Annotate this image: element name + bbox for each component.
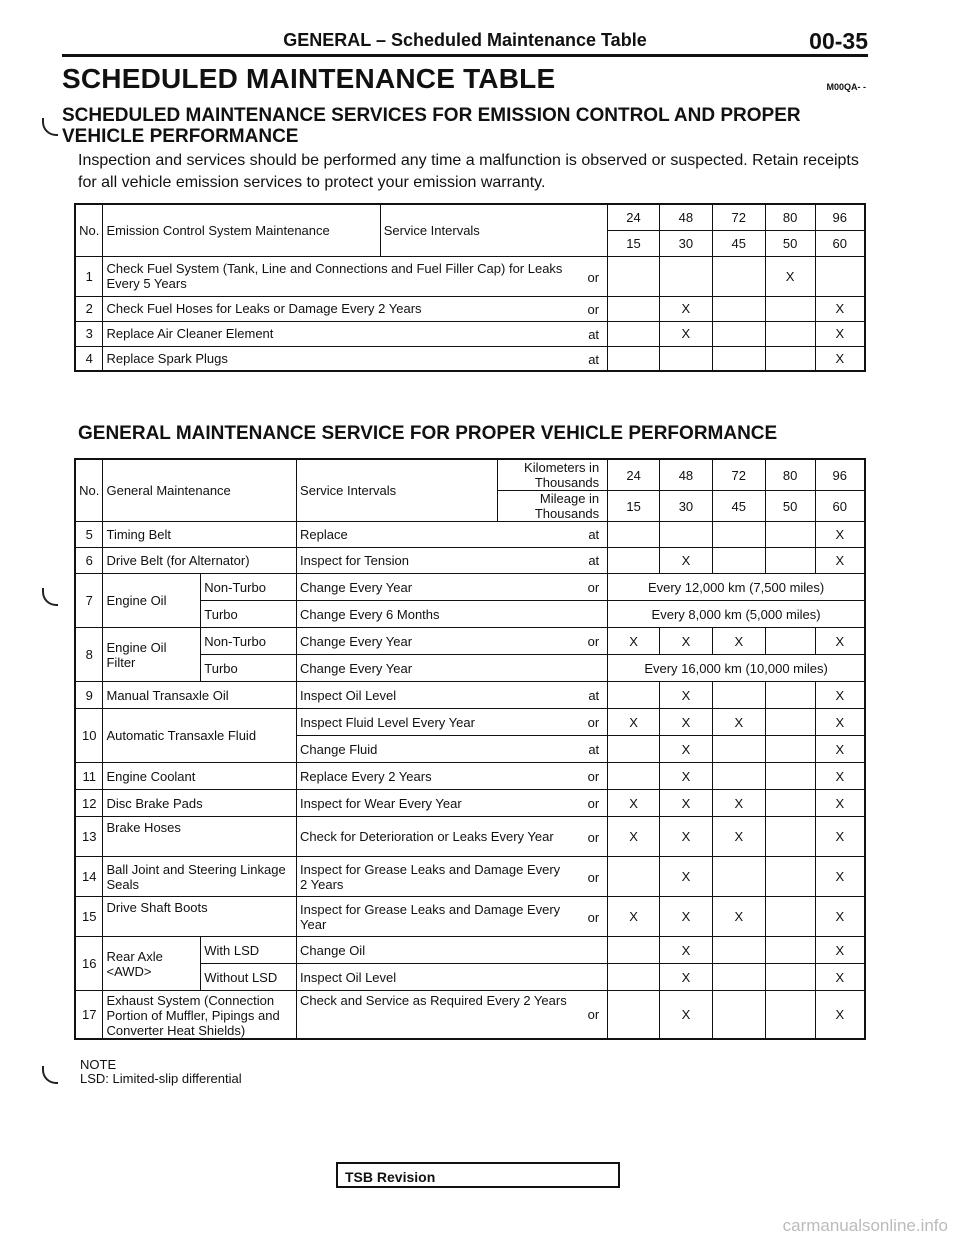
mi-60: 60 <box>815 230 865 256</box>
header-title: GENERAL – Scheduled Maintenance Table <box>283 30 647 50</box>
table-row <box>75 937 865 964</box>
cell <box>608 763 660 790</box>
cell <box>608 256 660 296</box>
cell <box>608 346 660 371</box>
mi-15: 15 <box>608 491 660 522</box>
row-service: Change Every 6 Months <box>297 601 608 628</box>
km-24: 24 <box>608 459 660 491</box>
mi-50: 50 <box>765 491 815 522</box>
cell <box>712 522 765 548</box>
cell: X <box>712 790 765 817</box>
row-service: Inspect for Grease Leaks and Damage Every Year <box>300 901 561 932</box>
row-interval-span: Every 16,000 km (10,000 miles) <box>608 655 865 682</box>
cell: X <box>608 817 660 857</box>
table-row <box>75 296 865 321</box>
row-no: 16 <box>75 937 103 991</box>
hdr-km: Kilometers in Thousands <box>498 459 608 491</box>
km-96: 96 <box>815 459 865 491</box>
cell: X <box>815 991 865 1040</box>
table-row <box>75 682 865 709</box>
cell: X <box>712 817 765 857</box>
row-sub: Turbo <box>201 601 297 628</box>
cell <box>712 256 765 296</box>
row-service: Inspect Fluid Level Every Year <box>297 709 498 736</box>
page-number: 00-35 <box>809 28 868 54</box>
row-item: Ball Joint and Steering Linkage Seals <box>103 857 297 897</box>
cell: X <box>712 897 765 937</box>
row-service: Replace Every 2 Years <box>297 763 498 790</box>
table-row <box>75 897 865 937</box>
row-service: Inspect Oil Level <box>297 964 608 991</box>
cell <box>608 991 660 1040</box>
row-interval-span: Every 12,000 km (7,500 miles) <box>608 574 865 601</box>
cell: X <box>659 321 712 346</box>
binding-mark <box>42 588 58 606</box>
cell: X <box>660 897 713 937</box>
cell: X <box>608 628 660 655</box>
cell <box>608 964 660 991</box>
row-no: 13 <box>75 817 103 857</box>
row-no: 5 <box>75 522 103 548</box>
cell <box>712 763 765 790</box>
row-service: Change Every Year <box>297 574 498 601</box>
cell <box>815 256 865 296</box>
mi-30: 30 <box>659 230 712 256</box>
cell: X <box>815 897 865 937</box>
row-op: at <box>498 736 608 763</box>
cell: X <box>608 897 660 937</box>
hdr-mileage: Mileage in Thousands <box>498 491 608 522</box>
cell <box>659 256 712 296</box>
row-no: 3 <box>75 321 103 346</box>
row-no: 1 <box>75 256 103 296</box>
table-row <box>75 574 865 601</box>
row-op: at <box>588 326 600 342</box>
row-op: or <box>498 763 608 790</box>
mi-45: 45 <box>712 491 765 522</box>
cell: X <box>660 964 713 991</box>
cell <box>765 682 815 709</box>
cell <box>712 296 765 321</box>
cell: X <box>608 790 660 817</box>
row-op: or <box>587 269 600 285</box>
row-no: 4 <box>75 346 103 371</box>
cell <box>712 991 765 1040</box>
col-item: Emission Control System Maintenance <box>103 204 380 256</box>
row-service: Check for Deterioration or Leaks Every Year <box>300 829 554 844</box>
row-item: Engine Coolant <box>103 763 297 790</box>
section2-heading: GENERAL MAINTENANCE SERVICE FOR PROPER VEHICLE PERFORMANCE <box>78 423 778 444</box>
cell <box>765 296 815 321</box>
note <box>80 1058 242 1086</box>
cell: X <box>815 817 865 857</box>
km-80: 80 <box>765 459 815 491</box>
cell <box>765 857 815 897</box>
cell: X <box>660 548 713 574</box>
cell: X <box>815 964 865 991</box>
km-96: 96 <box>815 204 865 230</box>
row-item: Timing Belt <box>103 522 297 548</box>
cell <box>765 548 815 574</box>
row-no: 10 <box>75 709 103 763</box>
km-24: 24 <box>608 204 660 230</box>
cell: X <box>815 628 865 655</box>
cell <box>608 321 660 346</box>
row-op: at <box>498 548 608 574</box>
general-maintenance-table <box>74 458 866 1040</box>
cell: X <box>815 857 865 897</box>
cell <box>608 736 660 763</box>
km-80: 80 <box>765 204 815 230</box>
row-service: Check and Service as Required Every 2 Years <box>300 993 567 1008</box>
section1-heading-line2: VEHICLE PERFORMANCE <box>62 126 299 147</box>
mi-45: 45 <box>712 230 765 256</box>
row-no: 7 <box>75 574 103 628</box>
row-service: Inspect Oil Level <box>297 682 498 709</box>
cell <box>712 548 765 574</box>
page-header <box>62 30 868 54</box>
cell <box>712 682 765 709</box>
row-item-text: Replace Spark Plugs <box>106 350 228 366</box>
section1-heading-line1: SCHEDULED MAINTENANCE SERVICES FOR EMISSION CONTROL AND PROPER <box>62 105 801 126</box>
col-no: No. <box>75 459 103 522</box>
row-no: 11 <box>75 763 103 790</box>
row-no: 8 <box>75 628 103 682</box>
cell <box>765 321 815 346</box>
row-op: or <box>498 790 608 817</box>
col-item: General Maintenance <box>103 459 297 522</box>
cell: X <box>660 763 713 790</box>
cell: X <box>815 522 865 548</box>
row-service-cell <box>297 897 608 937</box>
table-row <box>75 817 865 857</box>
row-no: 17 <box>75 991 103 1040</box>
table-row <box>75 709 865 736</box>
cell: X <box>815 790 865 817</box>
binding-mark <box>42 1066 58 1084</box>
emission-maintenance-table <box>74 203 866 372</box>
row-op: at <box>588 351 600 367</box>
row-service: Replace <box>297 522 498 548</box>
cell <box>712 937 765 964</box>
row-item: Rear Axle <AWD> <box>103 937 201 991</box>
col-service: Service Intervals <box>380 204 607 256</box>
km-72: 72 <box>712 204 765 230</box>
row-item <box>103 321 608 346</box>
cell: X <box>815 736 865 763</box>
main-title: SCHEDULED MAINTENANCE TABLE <box>62 63 556 94</box>
table-row <box>75 763 865 790</box>
row-sub: Turbo <box>201 655 297 682</box>
cell: X <box>815 682 865 709</box>
row-op: or <box>587 1007 600 1022</box>
row-item: Drive Shaft Boots <box>103 897 297 937</box>
row-no: 2 <box>75 296 103 321</box>
mi-60: 60 <box>815 491 865 522</box>
table-row <box>75 857 865 897</box>
cell <box>712 736 765 763</box>
cell: X <box>660 628 713 655</box>
row-service-cell <box>297 857 608 897</box>
row-service: Change Oil <box>297 937 608 964</box>
table-row <box>75 346 865 371</box>
row-service: Inspect for Grease Leaks and Damage Every 2 Years <box>300 861 561 892</box>
cell <box>765 991 815 1040</box>
cell <box>765 522 815 548</box>
cell: X <box>659 296 712 321</box>
mi-30: 30 <box>660 491 713 522</box>
km-48: 48 <box>659 204 712 230</box>
cell: X <box>660 790 713 817</box>
mi-15: 15 <box>608 230 660 256</box>
cell: X <box>660 857 713 897</box>
cell: X <box>660 937 713 964</box>
row-service-cell <box>297 991 608 1040</box>
cell <box>712 321 765 346</box>
row-item: Automatic Transaxle Fluid <box>103 709 297 763</box>
row-op: or <box>498 574 608 601</box>
row-service-cell <box>297 817 608 857</box>
tsb-revision-box: TSB Revision <box>336 1162 620 1188</box>
row-op: or <box>587 301 600 317</box>
row-no: 6 <box>75 548 103 574</box>
cell <box>608 522 660 548</box>
row-op: or <box>498 628 608 655</box>
km-48: 48 <box>660 459 713 491</box>
cell <box>765 964 815 991</box>
row-service: Inspect for Wear Every Year <box>297 790 498 817</box>
cell: X <box>815 346 865 371</box>
cell <box>765 817 815 857</box>
cell: X <box>608 709 660 736</box>
row-op: at <box>498 522 608 548</box>
cell <box>712 857 765 897</box>
row-item: Manual Transaxle Oil <box>103 682 297 709</box>
cell <box>608 296 660 321</box>
row-sub: Non-Turbo <box>201 628 297 655</box>
row-item-text: Replace Air Cleaner Element <box>106 326 274 341</box>
cell: X <box>815 709 865 736</box>
row-service: Change Every Year <box>297 628 498 655</box>
cell <box>765 736 815 763</box>
cell: X <box>660 736 713 763</box>
row-item <box>103 256 608 296</box>
cell: X <box>815 548 865 574</box>
row-item: Disc Brake Pads <box>103 790 297 817</box>
cell <box>765 709 815 736</box>
row-op: or <box>587 870 600 885</box>
row-sub: Without LSD <box>201 964 297 991</box>
cell <box>765 763 815 790</box>
col-no: No. <box>75 204 103 256</box>
table-row <box>75 991 865 1040</box>
note-label: NOTE <box>80 1057 117 1072</box>
header-rule <box>62 54 868 57</box>
cell: X <box>815 296 865 321</box>
cell <box>659 346 712 371</box>
row-no: 12 <box>75 790 103 817</box>
cell <box>712 346 765 371</box>
binding-mark <box>42 118 58 136</box>
cell <box>712 964 765 991</box>
row-interval-span: Every 8,000 km (5,000 miles) <box>608 601 865 628</box>
cell <box>765 937 815 964</box>
row-item: Engine Oil Filter <box>103 628 201 682</box>
row-item <box>103 296 608 321</box>
row-item: Engine Oil <box>103 574 201 628</box>
ref-code: M00QA- - <box>826 82 866 92</box>
cell: X <box>815 763 865 790</box>
row-op: or <box>587 830 600 845</box>
cell <box>765 790 815 817</box>
cell: X <box>712 628 765 655</box>
row-sub: With LSD <box>201 937 297 964</box>
row-service: Change Fluid <box>297 736 498 763</box>
cell <box>765 897 815 937</box>
table-row <box>75 548 865 574</box>
cell <box>660 522 713 548</box>
row-item <box>103 346 608 371</box>
table-row <box>75 321 865 346</box>
km-72: 72 <box>712 459 765 491</box>
row-op: or <box>587 910 600 925</box>
cell: X <box>660 817 713 857</box>
cell: X <box>815 937 865 964</box>
mi-50: 50 <box>765 230 815 256</box>
cell <box>765 628 815 655</box>
row-item-text: Check Fuel Hoses for Leaks or Damage Every 2 Years <box>106 301 422 316</box>
note-text: LSD: Limited-slip differential <box>80 1071 242 1086</box>
cell <box>765 346 815 371</box>
cell <box>608 548 660 574</box>
table-row <box>75 628 865 655</box>
footer-watermark: carmanualsonline.info <box>782 1216 948 1235</box>
row-item: Brake Hoses <box>103 817 297 857</box>
intro-paragraph: Inspection and services should be performed any time a malfunction is observed or suspected. Retain receipts for all vehicle emission services to protect your emission warranty. <box>78 152 859 191</box>
row-sub: Non-Turbo <box>201 574 297 601</box>
table-row <box>75 522 865 548</box>
table-row <box>75 790 865 817</box>
row-item-text: Check Fuel System (Tank, Line and Connections and Fuel Filler Cap) for Leaks Every 5 Years <box>106 261 563 291</box>
row-no: 9 <box>75 682 103 709</box>
row-service: Inspect for Tension <box>297 548 498 574</box>
cell: X <box>660 709 713 736</box>
row-op: or <box>498 709 608 736</box>
cell: X <box>815 321 865 346</box>
row-op: at <box>498 682 608 709</box>
cell <box>608 937 660 964</box>
row-item: Drive Belt (for Alternator) <box>103 548 297 574</box>
cell: X <box>660 682 713 709</box>
row-item: Exhaust System (Connection Portion of Muffler, Pipings and Converter Heat Shields) <box>103 991 297 1040</box>
row-no: 14 <box>75 857 103 897</box>
table-row <box>75 256 865 296</box>
cell: X <box>660 991 713 1040</box>
row-service: Change Every Year <box>297 655 608 682</box>
cell <box>608 857 660 897</box>
cell: X <box>765 256 815 296</box>
cell: X <box>712 709 765 736</box>
row-no: 15 <box>75 897 103 937</box>
col-service: Service Intervals <box>297 459 498 522</box>
cell <box>608 682 660 709</box>
